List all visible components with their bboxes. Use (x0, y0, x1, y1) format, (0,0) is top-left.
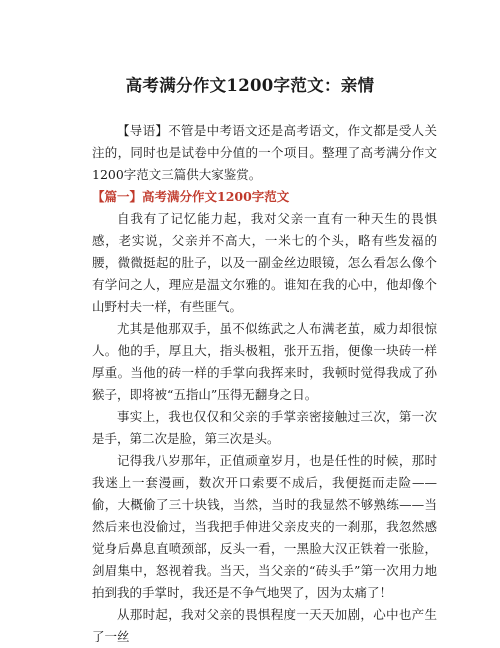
body-paragraph-3: 事实上，我也仅仅和父亲的手掌亲密接触过三次，第一次是手，第二次是脸，第三次是头。 (92, 409, 437, 446)
article-title: 高考满分作文1200字范文：亲情 (125, 76, 375, 95)
article-body (92, 120, 437, 648)
body-paragraph-2: 尤其是他那双手，虽不似练武之人布满老茧，威力却很惊人。他的手，厚且大，指头极粗，张开五指，便像一块砖一样厚重。当他的砖一样的手掌向我挥来时，我顿时觉得我成了孙猴子，即将被“五指山”压得无翻身之日。 (92, 321, 437, 402)
body-paragraph-1: 自我有了记忆能力起，我对父亲一直有一种天生的畏惧感，老实说，父亲并不高大，一米七的个头，略有些发福的腰，微微挺起的肚子，以及一副金丝边眼镜，怎么看怎么像个有学问之人，理应是温文尔雅的。谁知在我的心中，他却像个山野村夫一样，有些匪气。 (92, 211, 437, 314)
intro-paragraph: 【导语】不管是中考语文还是高考语文，作文都是受人关注的，同时也是试卷中分值的一个项目。整理了高考满分作文1200字范文三篇供大家鉴赏。 (92, 123, 437, 182)
body-paragraph-5: 从那时起，我对父亲的畏惧程度一天天加剧，心中也产生了一丝 (92, 607, 437, 644)
body-paragraph-4: 记得我八岁那年，正值顽童岁月，也是任性的时候，那时我迷上一套漫画，数次开口索要不成后，我便挺而走险——偷，大概偷了三十块钱，当然，当时的我显然不够熟练——当然后来也没偷过，当我把手伸进父亲皮夹的一刹那，我忽然感觉身后鼻息直喷颈部，反头一看，一黑脸大汉正铁着一张脸，剑眉集中，怒视着我。当天，当父亲的“砖头手”第一次用力地拍到我的手掌时，我还是不争气地哭了，因为太痛了！ (92, 453, 437, 600)
section-heading: 【篇一】高考满分作文1200字范文 (92, 189, 290, 204)
